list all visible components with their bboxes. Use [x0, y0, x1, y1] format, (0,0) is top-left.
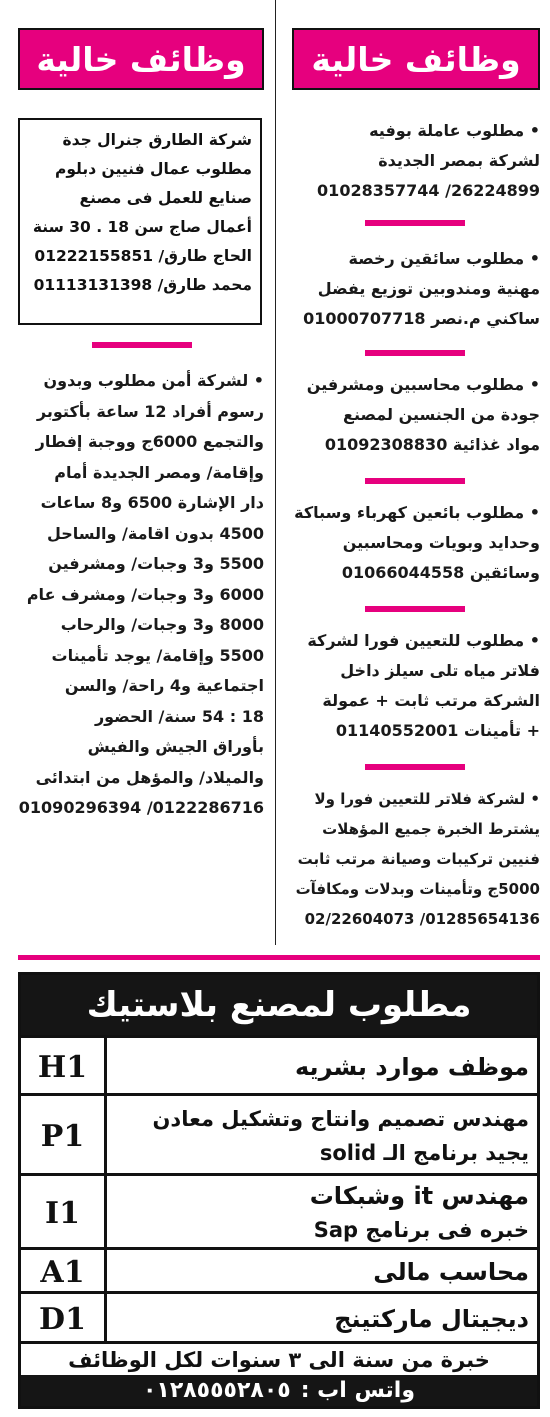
ad-line: محمد طارق/ 01113131398: [33, 276, 252, 294]
ad-line: يشترط الخبرة جميع المؤهلات: [322, 820, 540, 838]
ad-line: وإقامة/ ومصر الجديدة أمام: [54, 462, 264, 482]
job-row: [21, 1035, 537, 1096]
ad-separator: [92, 342, 192, 348]
whatsapp-label: واتس اب :: [300, 1378, 416, 1403]
ad-line: 5000ج وتأمينات وبدلات ومكافآت: [295, 880, 540, 898]
job-line: مهندس تصميم وانتاج وتشكيل معادن: [152, 1107, 529, 1131]
job-code: D1: [21, 1294, 107, 1344]
ad-line: مهنية ومندوبين توزيع يفضل: [317, 279, 540, 298]
ad-line: • مطلوب محاسبين ومشرفين: [306, 375, 540, 394]
header-title: وظائف خالية: [311, 39, 521, 79]
ad-line: بأوراق الجيش والفيش: [87, 737, 264, 756]
ad-line: والميلاد/ والمؤهل من ابتدائى: [35, 767, 264, 787]
ad-line: 4500 بدون اقامة/ والساحل: [46, 523, 264, 543]
job-code: A1: [21, 1250, 107, 1294]
column-divider: [275, 0, 276, 945]
ad-line: لشركة بمصر الجديدة: [378, 151, 540, 170]
job-row: [21, 1247, 537, 1294]
ad-drivers: [292, 244, 540, 334]
ad-separator: [365, 220, 465, 226]
experience-note: خبرة من سنة الى ٣ سنوات لكل الوظائف: [21, 1341, 537, 1376]
ad-line: 6000 و3 وجبات/ ومشرف عام: [26, 584, 264, 604]
ad-line: دار الإشارة 6500 و8 ساعات: [40, 493, 264, 512]
ad-line: فلاتر مياه تلى سيلز داخل: [340, 661, 540, 680]
ad-line: 8000 و3 وجبات/ والرحاب: [60, 615, 264, 634]
job-line: يجيد برنامج الـ solid: [319, 1141, 529, 1165]
job-description: [111, 1096, 529, 1176]
ad-line: صنايع للعمل فى مصنع: [79, 189, 252, 207]
ad-cleaning-worker: [292, 116, 540, 206]
ad-line: + تأمينات 01140552001: [335, 721, 540, 740]
ad-line: • لشركة فلاتر للتعيين فورا ولا: [314, 790, 540, 808]
ad-line: والتجمع 6000ج ووجبة إفطار: [35, 432, 264, 451]
ad-line: مطلوب عمال فنيين دبلوم: [54, 160, 252, 178]
job-line: ديجيتال ماركتينج: [334, 1305, 529, 1333]
whatsapp-contact: [21, 1375, 537, 1406]
job-row: [21, 1093, 537, 1176]
job-row: [21, 1291, 537, 1344]
ad-separator: [365, 350, 465, 356]
ad-line: فنيين تركيبات وصيانة مرتب ثابت: [297, 850, 540, 868]
ad-line: • مطلوب عاملة بوفيه: [369, 121, 540, 140]
ad-security: [18, 366, 264, 824]
ad-line: 18 : 54 سنة/ الحضور: [94, 706, 264, 726]
ad-line: مواد غذائية 01092308830: [324, 435, 540, 454]
ad-line: وسائقين 01066044558: [341, 563, 540, 582]
job-line: موظف موارد بشريه: [295, 1053, 529, 1081]
header-title: وظائف خالية: [36, 39, 246, 79]
job-code: I1: [21, 1176, 107, 1250]
job-code: P1: [21, 1096, 107, 1176]
ad-line: • مطلوب بائعين كهرباء وسباكة: [294, 503, 540, 522]
job-line: محاسب مالى: [373, 1258, 529, 1286]
job-code: H1: [21, 1038, 107, 1096]
job-row: [21, 1173, 537, 1250]
ad-line: • مطلوب للتعيين فورا لشركة: [307, 631, 540, 650]
header-right: [292, 28, 540, 90]
ad-line: • لشركة أمن مطلوب وبدون: [43, 371, 264, 390]
job-line: خبره فى برنامج Sap: [313, 1218, 529, 1242]
ad-line: اجتماعية و4 راحة/ والسن: [64, 676, 264, 695]
ad-line: 01285654136/ 02/22604073: [304, 910, 540, 928]
ad-sales: [292, 498, 540, 588]
ad-boxed-altarek: [18, 118, 262, 325]
ad-line: 26224899/ 01028357744: [317, 181, 540, 200]
ad-line: • مطلوب سائقين رخصة: [348, 249, 540, 268]
ad-line: وحدايد وبويات ومحاسبين: [342, 533, 540, 552]
ad-plastic-factory: [18, 972, 540, 1409]
ad-accountants: [292, 370, 540, 460]
job-description: [111, 1038, 529, 1096]
ad-line: الشركة مرتب ثابت + عمولة: [322, 691, 540, 710]
section-separator: [18, 955, 540, 960]
whatsapp-number: ٠١٢٨٥٥٥٢٨٠٥: [142, 1378, 291, 1403]
job-description: [111, 1294, 529, 1344]
plastic-title: مطلوب لمصنع بلاستيك: [21, 975, 537, 1035]
ad-line: 5500 وإقامة/ يوجد تأمينات: [51, 645, 264, 665]
ad-separator: [365, 606, 465, 612]
ad-water-filters-telesales: [292, 626, 540, 746]
job-description: [111, 1250, 529, 1294]
ad-line: ساكني م.نصر 01000707718: [303, 309, 540, 328]
ad-line: جودة من الجنسين لمصنع: [343, 405, 540, 424]
ad-line: أعمال صاج سن 18 . 30 سنة: [32, 218, 252, 236]
job-line: مهندس it وشبكات: [309, 1182, 529, 1210]
ad-separator: [365, 764, 465, 770]
ad-filters-technicians: [292, 784, 540, 934]
job-description: [111, 1176, 529, 1250]
ad-line: شركة الطارق جنرال جدة: [62, 131, 252, 149]
ad-line: رسوم أفراد 12 ساعة بأكتوبر: [36, 401, 264, 421]
header-left: [18, 28, 264, 90]
ad-line: 0122286716/ 01090296394: [18, 798, 264, 817]
ad-separator: [365, 478, 465, 484]
ad-line: 5500 و3 وجبات/ ومشرفين: [48, 554, 264, 573]
ad-line: الحاج طارق/ 01222155851: [34, 247, 252, 265]
